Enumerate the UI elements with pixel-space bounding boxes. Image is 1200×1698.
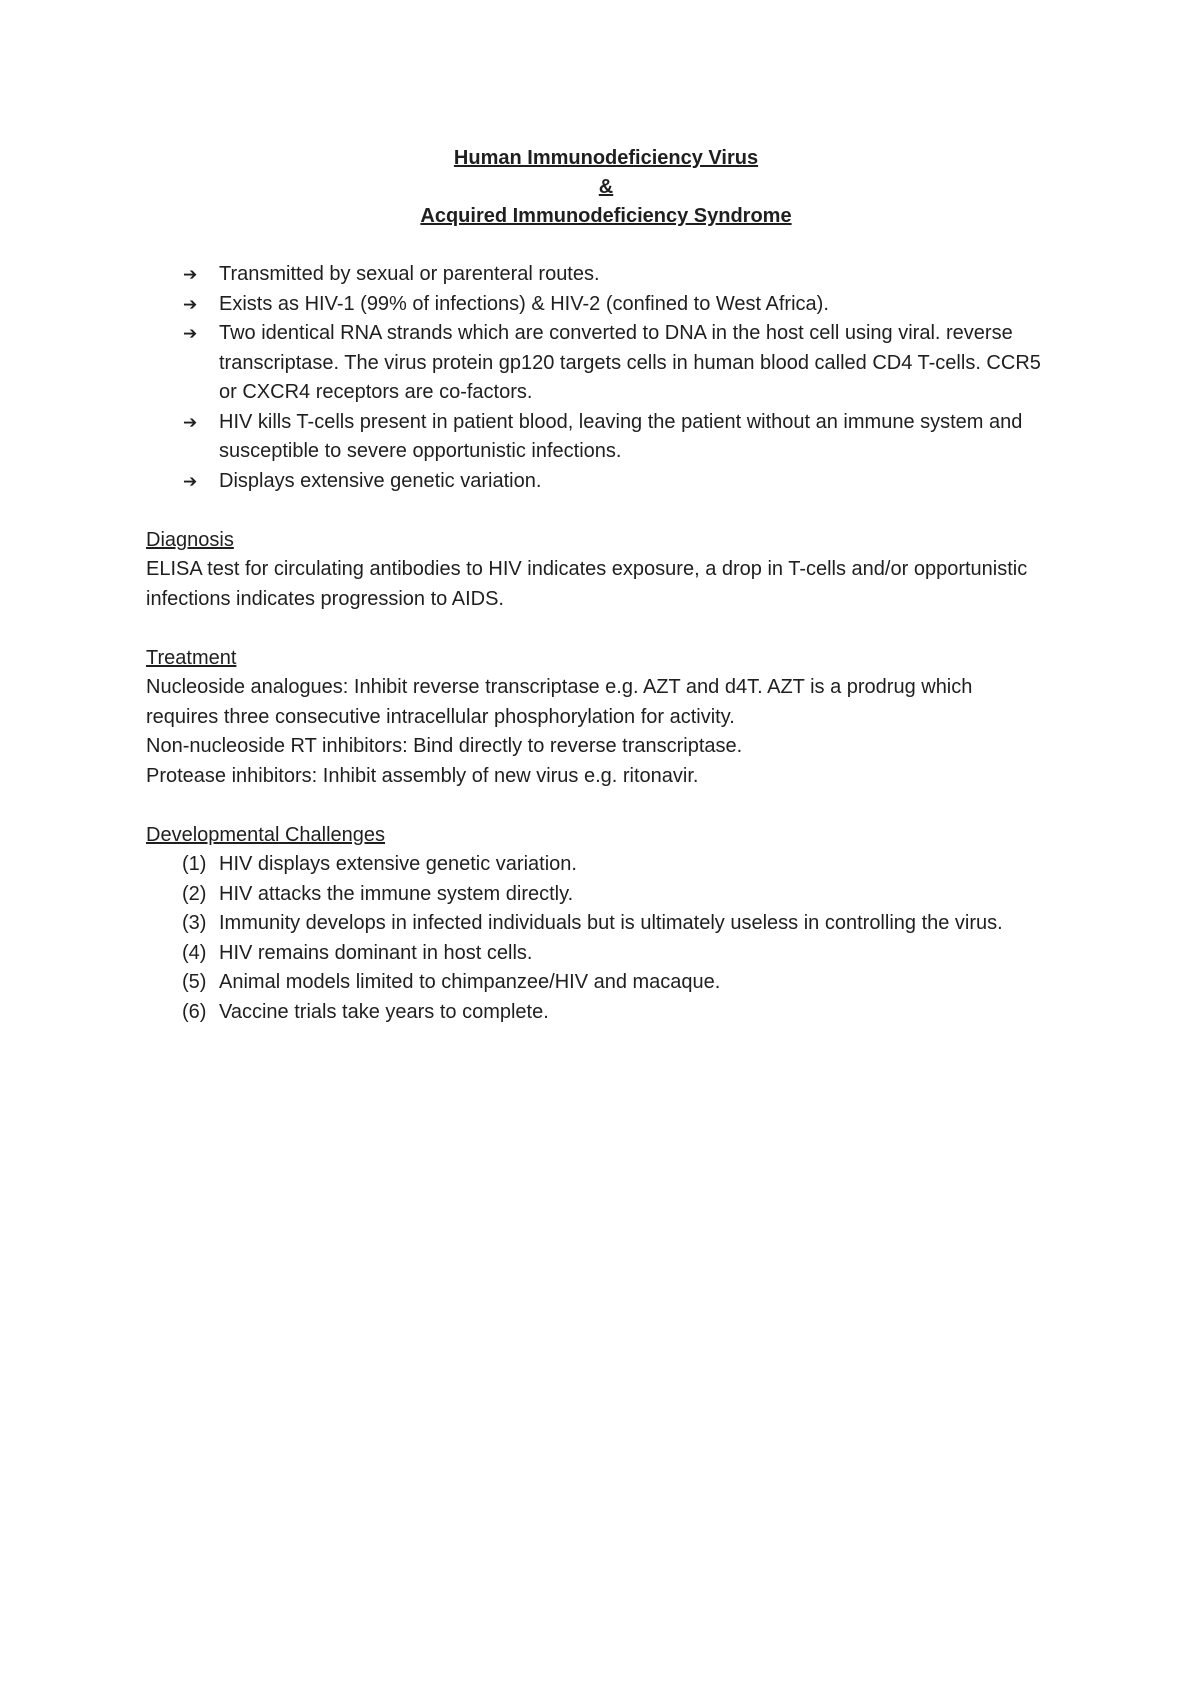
list-item-text: Exists as HIV-1 (99% of infections) & HIV-2 (confined to West Africa). bbox=[219, 292, 829, 315]
list-item bbox=[146, 290, 1046, 320]
arrow-bullet-icon: ➔ bbox=[183, 471, 198, 491]
list-item-text: Two identical RNA strands which are converted to DNA in the host cell using viral. reverse transcriptase. The virus protein gp120 targets cells in human blood called CD4 T-cells. CCR5 or CXCR4 receptors are co-factors. bbox=[219, 322, 1041, 403]
diagnosis-section bbox=[146, 526, 1046, 615]
treatment-line: Non-nucleoside RT inhibitors: Bind directly to reverse transcriptase. bbox=[146, 735, 743, 757]
item-number: (3) bbox=[182, 912, 207, 934]
challenges-section bbox=[146, 821, 1046, 1028]
item-number: (5) bbox=[182, 971, 207, 993]
list-item-text: Displays extensive genetic variation. bbox=[219, 469, 542, 492]
list-item bbox=[146, 467, 1046, 497]
treatment-line: Protease inhibitors: Inhibit assembly of new virus e.g. ritonavir. bbox=[146, 764, 699, 787]
diagnosis-heading: Diagnosis bbox=[146, 528, 234, 551]
list-item bbox=[146, 998, 1046, 1028]
arrow-bullet-icon: ➔ bbox=[183, 412, 198, 432]
item-number: (6) bbox=[182, 1000, 207, 1023]
list-item bbox=[146, 850, 1046, 880]
title-line-1: Human Immunodeficiency Virus bbox=[453, 147, 759, 169]
list-item-text: Animal models limited to chimpanzee/HIV and macaque. bbox=[219, 971, 721, 993]
item-number: (4) bbox=[182, 941, 207, 964]
arrow-bullet-icon: ➔ bbox=[183, 324, 198, 343]
list-item bbox=[146, 408, 1046, 467]
key-facts-list bbox=[146, 260, 1046, 496]
item-number: (1) bbox=[182, 853, 207, 875]
list-item bbox=[146, 968, 1046, 998]
challenges-heading: Developmental Challenges bbox=[146, 823, 386, 846]
list-item-text: HIV kills T-cells present in patient blood, leaving the patient without an immune system and susceptible to severe opportunistic infections. bbox=[219, 410, 1023, 462]
list-item-text: Immunity develops in infected individuals but is ultimately useless in controlling the virus. bbox=[219, 912, 1003, 934]
list-item bbox=[146, 909, 1046, 939]
treatment-line: Nucleoside analogues: Inhibit reverse transcriptase e.g. AZT and d4T. AZT is a prodrug which requires three consecutive intracellular phosphorylation for activity. bbox=[146, 676, 973, 728]
arrow-bullet-icon: ➔ bbox=[183, 294, 198, 314]
list-item bbox=[146, 260, 1046, 290]
list-item-text: Vaccine trials take years to complete. bbox=[219, 1000, 549, 1023]
list-item-text: HIV remains dominant in host cells. bbox=[219, 941, 533, 964]
item-number: (2) bbox=[182, 882, 207, 905]
list-item-text: HIV attacks the immune system directly. bbox=[219, 882, 574, 905]
list-item bbox=[146, 880, 1046, 910]
arrow-bullet-icon: ➔ bbox=[183, 265, 198, 284]
title-line-2: & bbox=[598, 176, 614, 198]
list-item bbox=[146, 319, 1046, 408]
treatment-heading: Treatment bbox=[146, 646, 237, 669]
list-item bbox=[146, 939, 1046, 969]
challenges-list bbox=[146, 850, 1046, 1027]
document-title bbox=[146, 144, 1066, 231]
list-item-text: Transmitted by sexual or parenteral routes. bbox=[219, 263, 600, 285]
document-body bbox=[146, 144, 1046, 1057]
list-item-text: HIV displays extensive genetic variation. bbox=[219, 853, 577, 875]
title-line-3: Acquired Immunodeficiency Syndrome bbox=[420, 205, 792, 227]
treatment-section bbox=[146, 644, 1046, 792]
diagnosis-text: ELISA test for circulating antibodies to HIV indicates exposure, a drop in T-cells and/or opportunistic infections indicates progression to AIDS. bbox=[146, 558, 1028, 610]
